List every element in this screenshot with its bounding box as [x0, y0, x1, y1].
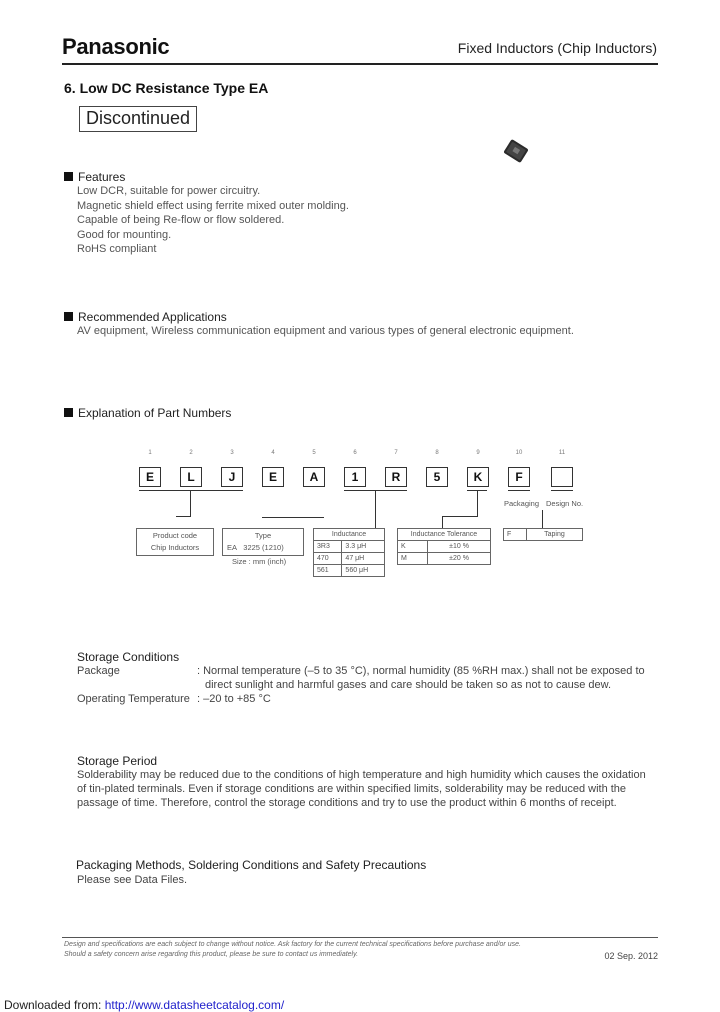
group-line	[551, 490, 573, 491]
features-heading: Features	[64, 170, 125, 184]
applications-heading: Recommended Applications	[64, 310, 227, 324]
type-value: 3225 (1210)	[243, 543, 284, 552]
part-char-box	[551, 467, 573, 487]
position-index: 6	[353, 450, 357, 456]
tolerance-table	[397, 528, 491, 565]
table-row	[314, 541, 385, 553]
notice-line: Design and specifications are each subject to change without notice. Ask factory for the current technical specifications before purchase and/or use.	[64, 941, 521, 948]
part-char-box: A	[303, 467, 325, 487]
package-text: : Normal temperature (–5 to 35 °C), normal humidity (85 %RH max.) shall not be exposed to	[197, 665, 645, 677]
table-row	[314, 553, 385, 565]
group-line	[262, 517, 324, 518]
position-index: 1	[148, 450, 152, 456]
size-note: Size : mm (inch)	[232, 557, 287, 566]
brand-logo: Panasonic	[62, 34, 170, 59]
position-index: 8	[435, 450, 439, 456]
notice-line: Should a safety concern arise regarding this product, please be sure to contact us immediately.	[64, 951, 359, 958]
download-link[interactable]: http://www.datasheetcatalog.com/	[104, 998, 285, 1012]
table-cell: Taping	[526, 529, 582, 541]
table-cell: 47 μH	[342, 553, 385, 565]
position-index: 10	[515, 450, 523, 456]
part-char-box: E	[262, 467, 284, 487]
packaging-methods-text: Please see Data Files.	[77, 874, 188, 886]
type-box	[222, 528, 304, 556]
footer-divider	[62, 937, 658, 938]
group-line	[190, 490, 191, 516]
storage-period-text	[77, 768, 662, 810]
position-index: 3	[230, 450, 234, 456]
list-item: Capable of being Re-flow or flow soldered.	[77, 214, 285, 226]
inductance-title: Inductance	[314, 529, 385, 541]
group-line	[542, 510, 543, 528]
group-line	[442, 516, 443, 528]
table-cell: 561	[314, 565, 342, 577]
part-char-box: K	[467, 467, 489, 487]
document-category: Fixed Inductors (Chip Inductors)	[457, 40, 657, 56]
type-row	[223, 542, 303, 554]
table-row	[504, 529, 583, 541]
footer-notice	[64, 940, 521, 960]
bullet-square-icon	[64, 408, 73, 417]
table-row	[398, 541, 491, 553]
table-cell: K	[398, 541, 428, 553]
package-text: direct sunlight and harmful gases and care should be taken so as not to cause dew.	[205, 679, 612, 691]
operating-temperature-label: Operating Temperature	[77, 693, 190, 705]
chip-inductor-image	[502, 138, 530, 165]
part-char-box: J	[221, 467, 243, 487]
part-numbers-heading: Explanation of Part Numbers	[64, 406, 231, 420]
bullet-square-icon	[64, 172, 73, 181]
table-cell: 3R3	[314, 541, 342, 553]
issue-date: 02 Sep. 2012	[604, 951, 658, 961]
table-cell: F	[504, 529, 527, 541]
page-title: 6. Low DC Resistance Type EA	[64, 80, 269, 96]
tolerance-title: Inductance Tolerance	[398, 529, 491, 541]
type-title: Type	[254, 531, 272, 540]
operating-temperature-value: : –20 to +85 °C	[197, 693, 271, 705]
product-code-box	[136, 528, 214, 556]
product-code-value: Chip Inductors	[150, 543, 200, 552]
group-line	[139, 490, 243, 491]
position-index: 4	[271, 450, 275, 456]
table-cell: 3.3 μH	[342, 541, 385, 553]
storage-conditions-heading: Storage Conditions	[77, 650, 180, 664]
group-line	[477, 490, 478, 516]
part-char-box: 1	[344, 467, 366, 487]
group-line	[508, 490, 530, 491]
group-line	[176, 516, 191, 517]
position-index: 5	[312, 450, 316, 456]
position-index: 11	[558, 450, 566, 456]
features-list	[77, 184, 349, 257]
part-char-box: L	[180, 467, 202, 487]
applications-text: AV equipment, Wireless communication equipment and various types of general electronic equipment.	[77, 325, 574, 337]
design-no-label: Design No.	[546, 499, 584, 508]
table-cell: 560 μH	[342, 565, 385, 577]
packaging-table	[503, 528, 583, 541]
table-cell: 470	[314, 553, 342, 565]
part-char-box: R	[385, 467, 407, 487]
position-index: 2	[189, 450, 193, 456]
list-item: Low DCR, suitable for power circuitry.	[77, 185, 261, 197]
status-badge: Discontinued	[79, 106, 197, 132]
inductance-table	[313, 528, 385, 577]
package-label: Package	[77, 665, 120, 677]
group-line	[375, 490, 376, 528]
packaging-label: Packaging	[504, 499, 540, 508]
part-char-box: F	[508, 467, 530, 487]
paragraph-line: Solderability may be reduced due to the conditions of high temperature and high humidity which causes the oxidation	[77, 769, 646, 781]
position-index: 9	[476, 450, 480, 456]
product-code-label: Product code	[152, 531, 198, 540]
type-code: EA	[227, 543, 238, 552]
part-char-box: E	[139, 467, 161, 487]
download-prefix: Downloaded from:	[4, 998, 105, 1012]
list-item: RoHS compliant	[77, 243, 157, 255]
group-line	[442, 516, 478, 517]
paragraph-line: passage of time. Therefore, control the storage conditions and try to use the product within 6 months of receipt.	[77, 797, 617, 809]
table-cell: M	[398, 553, 428, 565]
header-divider	[62, 63, 658, 65]
table-row	[398, 553, 491, 565]
bullet-square-icon	[64, 312, 73, 321]
download-source	[4, 998, 284, 1012]
table-cell: ±10 %	[428, 541, 491, 553]
paragraph-line: of tin-plated terminals. Even if storage conditions are within specified limits, solderability may be reduced with the	[77, 783, 627, 795]
table-row	[314, 565, 385, 577]
list-item: Good for mounting.	[77, 228, 172, 241]
list-item: Magnetic shield effect using ferrite mixed outer molding.	[77, 199, 349, 212]
part-char-box: 5	[426, 467, 448, 487]
table-cell: ±20 %	[428, 553, 491, 565]
position-index: 7	[394, 450, 398, 456]
packaging-methods-heading: Packaging Methods, Soldering Conditions and Safety Precautions	[76, 858, 427, 872]
storage-period-heading: Storage Period	[77, 754, 158, 768]
